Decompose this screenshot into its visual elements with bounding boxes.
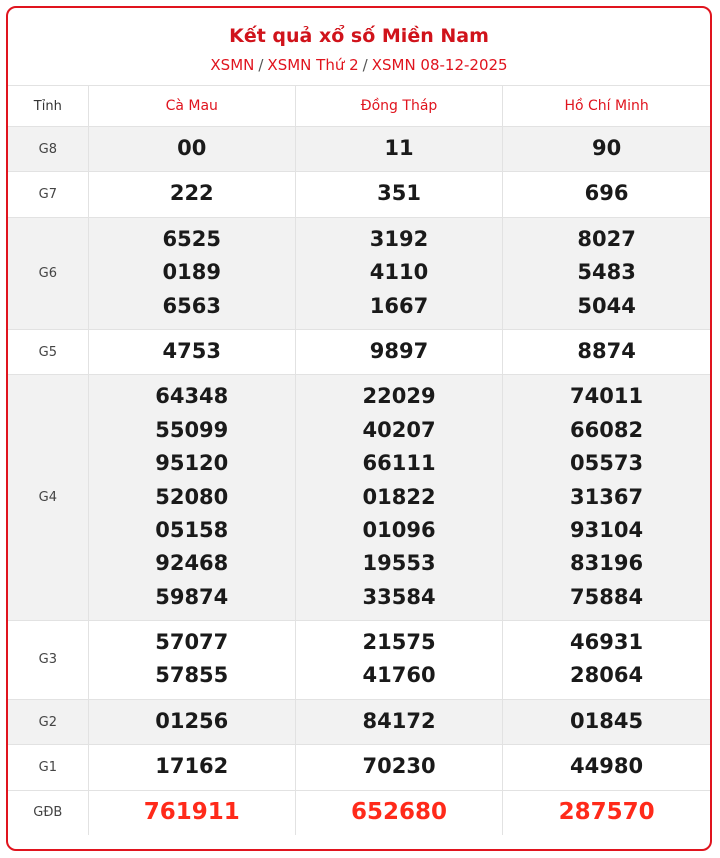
breadcrumb-xsmn-date[interactable]: XSMN 08-12-2025 [371,56,508,74]
prize-label: G1 [8,745,88,790]
result-cell [503,172,710,217]
result-number: 222 [169,181,214,206]
table-row [8,790,710,835]
result-number: 05158 [155,517,229,542]
result-cell [503,127,710,172]
result-number: 5483 [577,260,636,285]
result-number: 351 [377,181,421,206]
result-number: 52080 [155,484,229,509]
result-number: 696 [584,181,629,206]
result-number: 5044 [577,293,636,318]
province-dong-thap[interactable]: Đồng Tháp [295,86,502,127]
result-number: 93104 [570,517,644,542]
prize-label: G3 [8,621,88,700]
result-number: 64348 [155,384,229,409]
result-number: 46931 [570,630,644,655]
result-cell [88,375,295,621]
result-number: 70230 [362,754,436,779]
results-table [8,86,710,835]
prize-label: G8 [8,127,88,172]
result-cell [295,745,502,790]
result-number: 66111 [362,451,436,476]
result-number: 11 [384,136,414,160]
result-cell [503,790,710,835]
result-cell [503,375,710,621]
prize-label: G4 [8,375,88,621]
table-row [8,621,710,700]
result-number: 41760 [362,663,436,688]
result-cell [295,172,502,217]
result-number: 66082 [570,417,644,442]
result-number: 84172 [362,708,436,733]
result-number: 6563 [162,293,221,318]
result-number: 19553 [362,551,436,576]
table-row [8,217,710,329]
result-cell [88,172,295,217]
result-number: 8027 [577,226,636,251]
result-cell [295,375,502,621]
result-number: 92468 [155,551,229,576]
result-cell [88,127,295,172]
result-cell [295,329,502,374]
results-card [6,6,712,851]
prize-label: G2 [8,699,88,744]
table-row [8,699,710,744]
result-number: 90 [591,136,622,160]
result-cell [295,790,502,835]
breadcrumb-separator: / [362,56,368,74]
result-cell [295,127,502,172]
result-cell [503,745,710,790]
result-number: 00 [177,136,207,160]
result-cell [295,699,502,744]
table-row [8,375,710,621]
result-number: 21575 [362,630,436,655]
result-number: 9897 [369,338,429,363]
table-header-row [8,86,710,127]
table-row [8,127,710,172]
result-number: 75884 [570,584,644,609]
prize-label: G5 [8,329,88,374]
result-number: 05573 [570,451,644,476]
result-number: 40207 [362,417,436,442]
result-number: 01096 [362,517,436,542]
breadcrumb-separator: / [258,56,264,74]
result-number: 0189 [162,260,221,285]
result-number: 28064 [570,663,644,688]
result-number: 652680 [351,798,448,825]
result-cell [88,790,295,835]
result-cell [88,329,295,374]
result-number: 55099 [155,417,229,442]
result-cell [295,217,502,329]
result-number: 1667 [369,293,429,318]
result-number: 83196 [570,551,644,576]
result-number: 57855 [155,663,229,688]
result-number: 6525 [162,226,221,251]
province-ca-mau[interactable]: Cà Mau [88,86,295,127]
result-number: 01256 [155,708,229,733]
result-number: 287570 [558,798,655,825]
result-number: 59874 [155,584,229,609]
result-number: 57077 [155,630,229,655]
result-number: 17162 [155,754,229,779]
result-cell [295,621,502,700]
page-title: Kết quả xổ số Miền Nam [229,25,489,47]
province-ho-chi-minh[interactable]: Hồ Chí Minh [503,86,710,127]
result-number: 01845 [570,708,644,733]
prize-label: G6 [8,217,88,329]
result-cell [88,621,295,700]
results-header [8,8,710,86]
province-column-header: Tỉnh [8,86,88,127]
result-number: 44980 [570,754,644,779]
result-cell [503,699,710,744]
table-row [8,329,710,374]
table-row [8,172,710,217]
table-row [8,745,710,790]
breadcrumb-xsmn[interactable]: XSMN [210,56,255,74]
result-number: 95120 [155,451,229,476]
result-number: 31367 [570,484,644,509]
result-cell [88,745,295,790]
breadcrumb [8,56,710,74]
result-cell [88,217,295,329]
result-number: 22029 [362,384,436,409]
prize-label: GĐB [8,790,88,835]
result-cell [503,621,710,700]
result-number: 8874 [577,338,636,363]
result-number: 4753 [162,338,221,363]
result-cell [503,329,710,374]
breadcrumb-xsmn-thu-2[interactable]: XSMN Thứ 2 [267,56,359,74]
result-number: 3192 [369,226,429,251]
result-cell [88,699,295,744]
result-number: 01822 [362,484,436,509]
result-number: 761911 [143,798,240,825]
result-number: 4110 [369,260,429,285]
prize-label: G7 [8,172,88,217]
result-number: 33584 [362,584,436,609]
result-cell [503,217,710,329]
result-number: 74011 [570,384,644,409]
